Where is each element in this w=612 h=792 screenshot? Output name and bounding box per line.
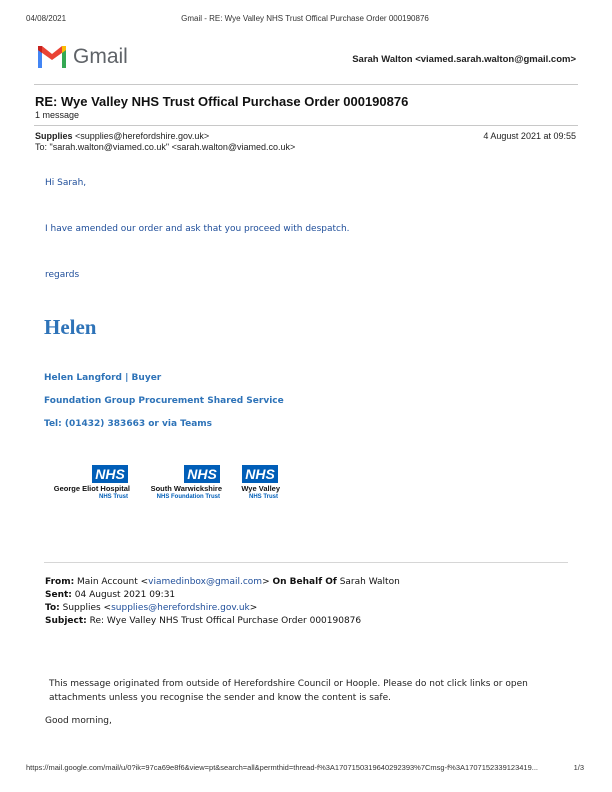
to-recipient: "sarah.walton@viamed.co.uk" <sarah.walton@viamed.co.uk> <box>49 142 296 152</box>
fwd-to-name: Supplies < <box>62 603 112 613</box>
fwd-from-label: From: <box>45 577 75 587</box>
gmail-logo[interactable] <box>36 44 132 72</box>
signature-title: Helen Langford | Buyer <box>44 373 162 383</box>
message-from <box>35 131 209 141</box>
nhs-badge-icon: NHS <box>242 465 278 483</box>
print-footer-url: https://mail.google.com/mail/u/0?ik=97ca69e8f6&view=pt&search=all&permthid=thread-f%3A1707150319640292393%7Cmsg-f%3A1707152339123419... <box>26 763 539 772</box>
signature-department: Foundation Group Procurement Shared Service <box>44 396 284 406</box>
thread-subject: RE: Wye Valley NHS Trust Offical Purchase Order 000190876 <box>35 94 409 109</box>
logo-george-eliot <box>44 465 130 505</box>
signature-name: Helen <box>44 315 97 339</box>
fwd-subject-label: Subject: <box>45 616 87 626</box>
forwarded-greeting: Good morning, <box>45 716 112 726</box>
header-divider <box>34 84 578 85</box>
fwd-sent-label: Sent: <box>45 590 72 600</box>
fwd-subject <box>45 616 361 626</box>
org-name: George Eliot Hospital <box>53 484 130 493</box>
logo-wye-valley <box>236 465 280 505</box>
body-paragraph: I have amended our order and ask that you proceed with despatch. <box>45 224 350 234</box>
fwd-to-label: To: <box>45 603 60 613</box>
message-date: 4 August 2021 at 09:55 <box>483 131 576 141</box>
fwd-behalf-label: On Behalf Of <box>272 577 337 587</box>
fwd-from-name: Main Account < <box>77 577 149 587</box>
nhs-badge-icon: NHS <box>184 465 220 483</box>
fwd-sent-value: 04 August 2021 09:31 <box>74 590 176 600</box>
signature-phone: Tel: (01432) 383663 or via Teams <box>44 419 213 429</box>
forward-divider <box>44 562 568 563</box>
body-closing: regards <box>45 270 80 280</box>
to-label: To: <box>35 142 48 152</box>
org-name: South Warwickshire <box>150 484 222 493</box>
fwd-from-close: > <box>262 577 270 587</box>
gmail-wordmark: Gmail <box>73 45 128 68</box>
org-name: Wye Valley <box>241 484 280 493</box>
print-footer-page: 1/3 <box>573 763 584 772</box>
body-greeting: Hi Sarah, <box>45 178 87 188</box>
gmail-m-icon <box>36 44 68 70</box>
fwd-from-email-link[interactable]: viamedinbox@gmail.com <box>148 577 263 587</box>
fwd-subject-value: Re: Wye Valley NHS Trust Offical Purchase Order 000190876 <box>89 616 362 626</box>
nhs-badge-icon: NHS <box>92 465 128 483</box>
logo-south-warwickshire <box>140 465 222 505</box>
message-to <box>35 142 295 152</box>
fwd-to <box>45 603 257 613</box>
fwd-to-close: > <box>249 603 258 613</box>
external-notice: This message originated from outside of Herefordshire Council or Hoople. Please do not click links or open attachments unless you recognise the sender and know the content is safe. <box>49 679 528 703</box>
org-sub: NHS Trust <box>98 494 128 500</box>
fwd-sent <box>45 590 175 600</box>
org-sub: NHS Foundation Trust <box>156 494 220 500</box>
print-date: 04/08/2021 <box>26 14 67 23</box>
fwd-from <box>45 577 400 587</box>
org-sub: NHS Trust <box>248 494 278 500</box>
fwd-to-email-link[interactable]: supplies@herefordshire.gov.uk <box>111 603 250 613</box>
account-identity: Sarah Walton <viamed.sarah.walton@gmail.com> <box>352 54 576 65</box>
message-count: 1 message <box>35 110 80 120</box>
sender-email: <supplies@herefordshire.gov.uk> <box>75 131 210 141</box>
subject-divider <box>34 125 578 126</box>
sender-name: Supplies <box>35 131 73 141</box>
fwd-behalf-name: Sarah Walton <box>339 577 400 587</box>
print-title: Gmail - RE: Wye Valley NHS Trust Offical Purchase Order 000190876 <box>181 14 429 23</box>
